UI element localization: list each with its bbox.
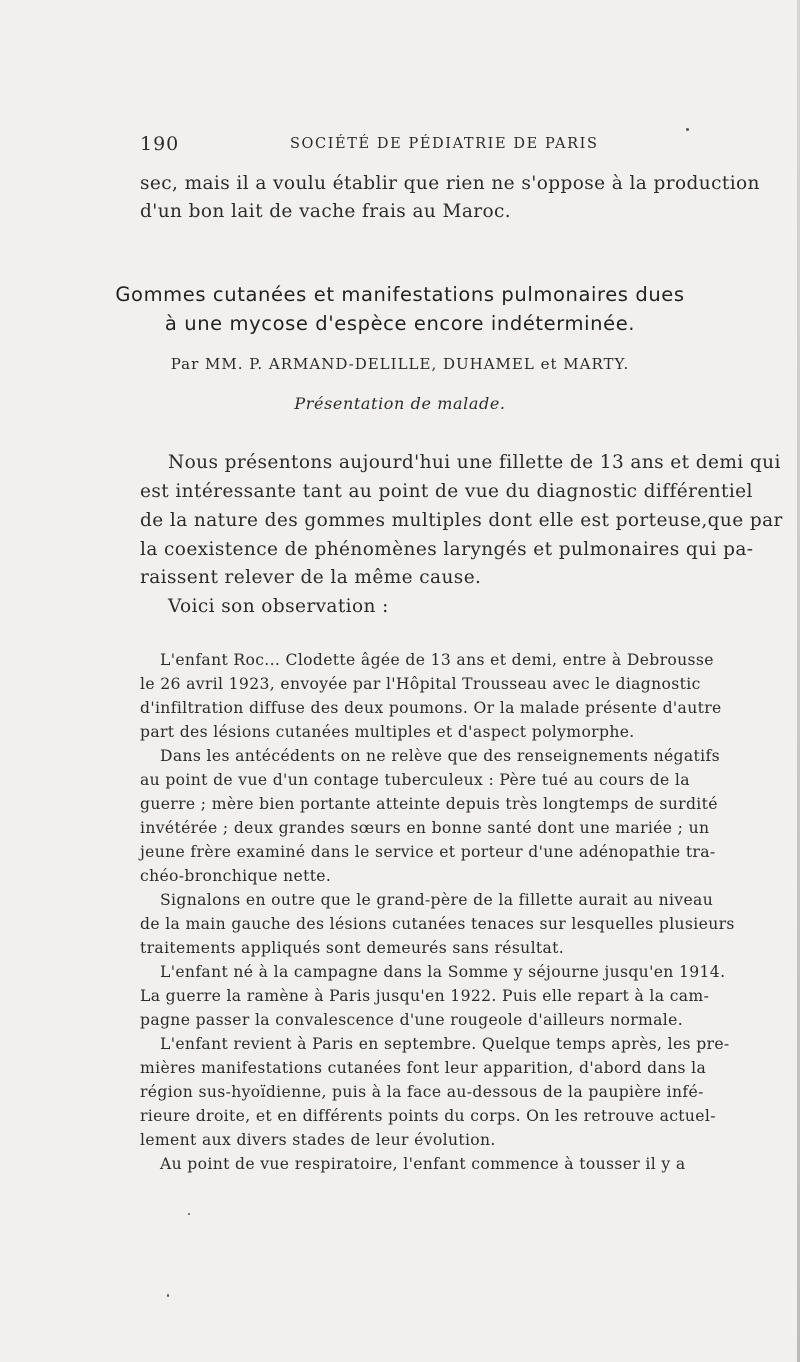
observation-line: de la main gauche des lésions cutanées tenaces sur lesquelles plusieurs (140, 915, 735, 933)
observation-line: jeune frère examiné dans le service et porteur d'une adénopathie tra- (140, 843, 716, 861)
observation-line: invétérée ; deux grandes sœurs en bonne santé dont une mariée ; un (140, 819, 710, 837)
observation-line: L'enfant Roc... Clodette âgée de 13 ans et demi, entre à Debrousse (160, 651, 714, 669)
observation-line: L'enfant revient à Paris en septembre. Quelque temps après, les pre- (160, 1035, 730, 1053)
paragraph-line: Nous présentons aujourd'hui une fillette de 13 ans et demi qui (168, 452, 781, 473)
paragraph-line: est intéressante tant au point de vue du diagnostic différentiel (140, 481, 753, 502)
observation-line: d'infiltration diffuse des deux poumons. Or la malade présente d'autre (140, 699, 722, 717)
observation-line: le 26 avril 1923, envoyée par l'Hôpital Trousseau avec le diagnostic (140, 675, 701, 693)
running-head (140, 133, 680, 157)
ink-speck (188, 1213, 190, 1215)
observation-line: mières manifestations cutanées font leur apparition, d'abord dans la (140, 1059, 707, 1077)
observation-line: chéo-bronchique nette. (140, 867, 332, 885)
article-title-line: à une mycose d'espèce encore indéterminée. (164, 312, 636, 335)
observation-line: lement aux divers stades de leur évolution. (140, 1131, 496, 1149)
observation-line: au point de vue d'un contage tuberculeux : Père tué au cours de la (140, 771, 690, 789)
article-authors: Par MM. P. ARMAND-DELILLE, DUHAMEL et MARTY. (170, 355, 630, 373)
paragraph-line: de la nature des gommes multiples dont elle est porteuse,que par (140, 510, 783, 531)
ink-speck (686, 128, 689, 131)
observation-line: guerre ; mère bien portante atteinte depuis très longtemps de surdité (140, 795, 718, 813)
intro-line: sec, mais il a voulu établir que rien ne s'oppose à la production (140, 173, 760, 194)
observation-line: région sus-hyoïdienne, puis à la face au-dessous de la paupière infé- (140, 1083, 704, 1101)
observation-line: La guerre la ramène à Paris jusqu'en 1922. Puis elle repart à la cam- (140, 987, 710, 1005)
paragraph-line: la coexistence de phénomènes laryngés et pulmonaires qui pa- (140, 539, 754, 560)
observation-line: part des lésions cutanées multiples et d'aspect polymorphe. (140, 723, 635, 741)
observation-line: pagne passer la convalescence d'une rougeole d'ailleurs normale. (140, 1011, 684, 1029)
article-subtitle: Présentation de malade. (294, 394, 506, 413)
observation-line: L'enfant né à la campagne dans la Somme y séjourne jusqu'en 1914. (160, 963, 726, 981)
observation-line: traitements appliqués sont demeurés sans résultat. (140, 939, 565, 957)
ink-speck (167, 1294, 169, 1297)
observation-line: Signalons en outre que le grand-père de la fillette aurait au niveau (160, 891, 714, 909)
article-title-line: Gommes cutanées et manifestations pulmonaires dues (115, 283, 685, 306)
observation-line: Dans les antécédents on ne relève que des renseignements négatifs (160, 747, 720, 765)
paragraph-line: Voici son observation : (168, 596, 389, 617)
page-number: 190 (140, 133, 180, 155)
observation-line: Au point de vue respiratoire, l'enfant commence à tousser il y a (160, 1155, 686, 1173)
journal-title: SOCIÉTÉ DE PÉDIATRIE DE PARIS (290, 136, 599, 152)
paragraph-line: raissent relever de la même cause. (140, 567, 482, 588)
observation-line: rieure droite, et en différents points du corps. On les retrouve actuel- (140, 1107, 716, 1125)
intro-line: d'un bon lait de vache frais au Maroc. (140, 201, 512, 222)
